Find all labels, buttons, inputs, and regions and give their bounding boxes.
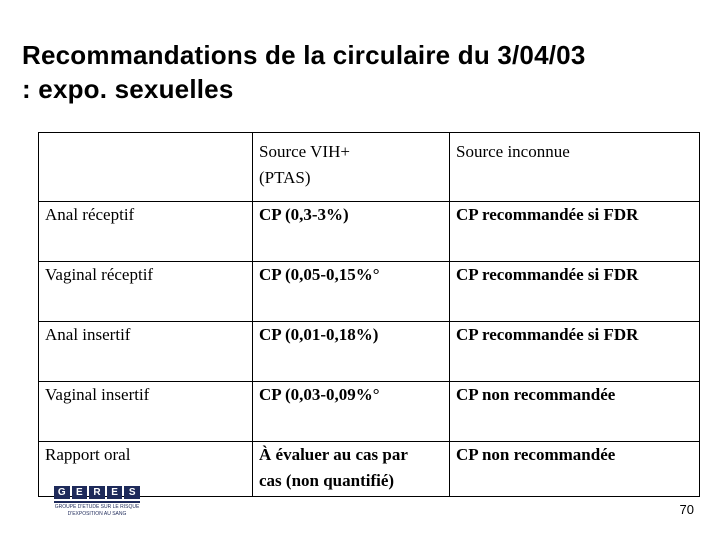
cell-source-vih: CP (0,01-0,18%) bbox=[253, 322, 450, 382]
logo-mark bbox=[54, 486, 140, 499]
cell-source-unknown: CP recommandée si FDR bbox=[450, 202, 700, 262]
cell-source-unknown: CP non recommandée bbox=[450, 442, 700, 497]
logo-letter: R bbox=[89, 486, 105, 499]
logo-divider bbox=[54, 501, 140, 503]
page-number: 70 bbox=[679, 502, 694, 517]
cell-exposure: Vaginal réceptif bbox=[39, 262, 253, 322]
cell-exposure: Anal insertif bbox=[39, 322, 253, 382]
cell-exposure: Vaginal insertif bbox=[39, 382, 253, 442]
logo-letter: S bbox=[124, 486, 140, 499]
cell-source-vih bbox=[253, 442, 450, 497]
header-source-vih-line2: (PTAS) bbox=[259, 168, 311, 187]
header-cell-source-unknown: Source inconnue bbox=[450, 133, 700, 202]
cell-source-unknown: CP non recommandée bbox=[450, 382, 700, 442]
logo-letter: E bbox=[72, 486, 88, 499]
table-row bbox=[39, 262, 700, 322]
header-cell-source-vih bbox=[253, 133, 450, 202]
table-row bbox=[39, 322, 700, 382]
cell-source-vih-line2: cas (non quantifié) bbox=[259, 471, 395, 490]
cell-source-vih: CP (0,3-3%) bbox=[253, 202, 450, 262]
table-header-row bbox=[39, 133, 700, 202]
table-row bbox=[39, 202, 700, 262]
header-source-vih-line1: Source VIH+ bbox=[259, 142, 350, 161]
geres-logo bbox=[54, 486, 140, 516]
cell-source-vih: CP (0,03-0,09%° bbox=[253, 382, 450, 442]
recommendations-table bbox=[38, 132, 700, 497]
cell-source-unknown: CP recommandée si FDR bbox=[450, 262, 700, 322]
slide-title bbox=[22, 38, 712, 106]
cell-source-vih-line1: À évaluer au cas par bbox=[259, 445, 408, 464]
logo-letter: G bbox=[54, 486, 70, 499]
logo-letter: E bbox=[107, 486, 123, 499]
logo-caption-line1: GROUPE D'ETUDE SUR LE RISQUE bbox=[54, 504, 140, 510]
logo-caption-line2: D'EXPOSITION AU SANG bbox=[67, 511, 127, 517]
cell-source-unknown: CP recommandée si FDR bbox=[450, 322, 700, 382]
cell-source-vih: CP (0,05-0,15%° bbox=[253, 262, 450, 322]
slide-title-line1: Recommandations de la circulaire du 3/04/03 bbox=[22, 40, 586, 70]
cell-exposure: Rapport oral bbox=[39, 442, 253, 497]
table-row bbox=[39, 382, 700, 442]
slide-title-line2: : expo. sexuelles bbox=[22, 74, 234, 104]
cell-exposure: Anal réceptif bbox=[39, 202, 253, 262]
header-cell-empty bbox=[39, 133, 253, 202]
